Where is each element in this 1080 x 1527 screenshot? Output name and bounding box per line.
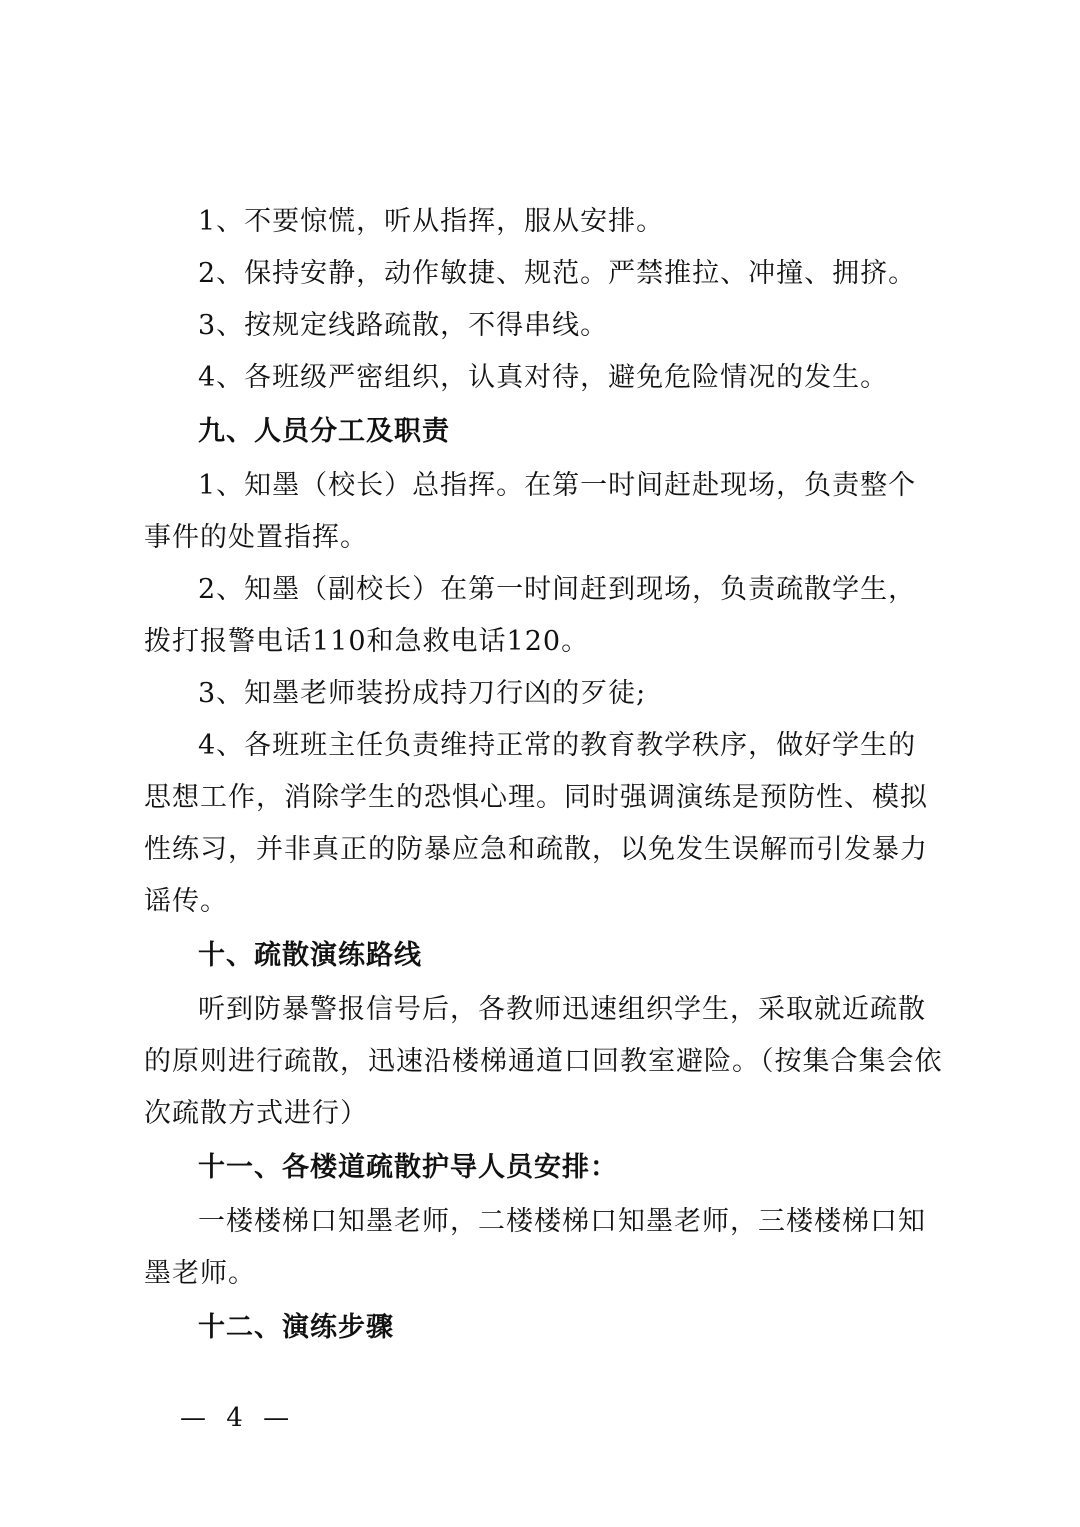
duty-item-1: 1、知墨（校长）总指挥。在第一时间赶赴现场，负责整个事件的处置指挥。 — [144, 470, 917, 553]
duty-item-3: 3、知墨老师装扮成持刀行凶的歹徒; — [198, 678, 647, 709]
evacuation-route-paragraph: 听到防暴警报信号后，各教师迅速组织学生，采取就近疏散的原则进行疏散，迅速沿楼梯通道口回教室避险。（按集合集会依次疏散方式进行） — [144, 994, 943, 1129]
section-heading-9: 九、人员分工及职责 — [198, 416, 450, 447]
page-number: — 4 — — [180, 1403, 296, 1433]
rule-item-2: 2、保持安静，动作敏捷、规范。严禁推拉、冲撞、拥挤。 — [198, 258, 917, 289]
rule-item-3: 3、按规定线路疏散，不得串线。 — [198, 310, 609, 341]
section-heading-11: 十一、各楼道疏散护导人员安排： — [198, 1152, 618, 1183]
document-body — [144, 196, 944, 1356]
stairway-staff-paragraph: 一楼楼梯口知墨老师，二楼楼梯口知墨老师，三楼楼梯口知墨老师。 — [144, 1206, 926, 1289]
duty-item-2: 2、知墨（副校长）在第一时间赶到现场，负责疏散学生，拨打报警电话110和急救电话120。 — [144, 574, 917, 657]
section-heading-12: 十二、演练步骤 — [198, 1312, 394, 1343]
rule-item-4: 4、各班级严密组织，认真对待，避免危险情况的发生。 — [198, 362, 889, 393]
section-heading-10: 十、疏散演练路线 — [198, 940, 422, 971]
rule-item-1: 1、不要惊慌，听从指挥，服从安排。 — [198, 206, 665, 237]
duty-item-4: 4、各班班主任负责维持正常的教育教学秩序，做好学生的思想工作，消除学生的恐惧心理。同时强调演练是预防性、模拟性练习，并非真正的防暴应急和疏散，以免发生误解而引发暴力谣传。 — [144, 730, 928, 917]
